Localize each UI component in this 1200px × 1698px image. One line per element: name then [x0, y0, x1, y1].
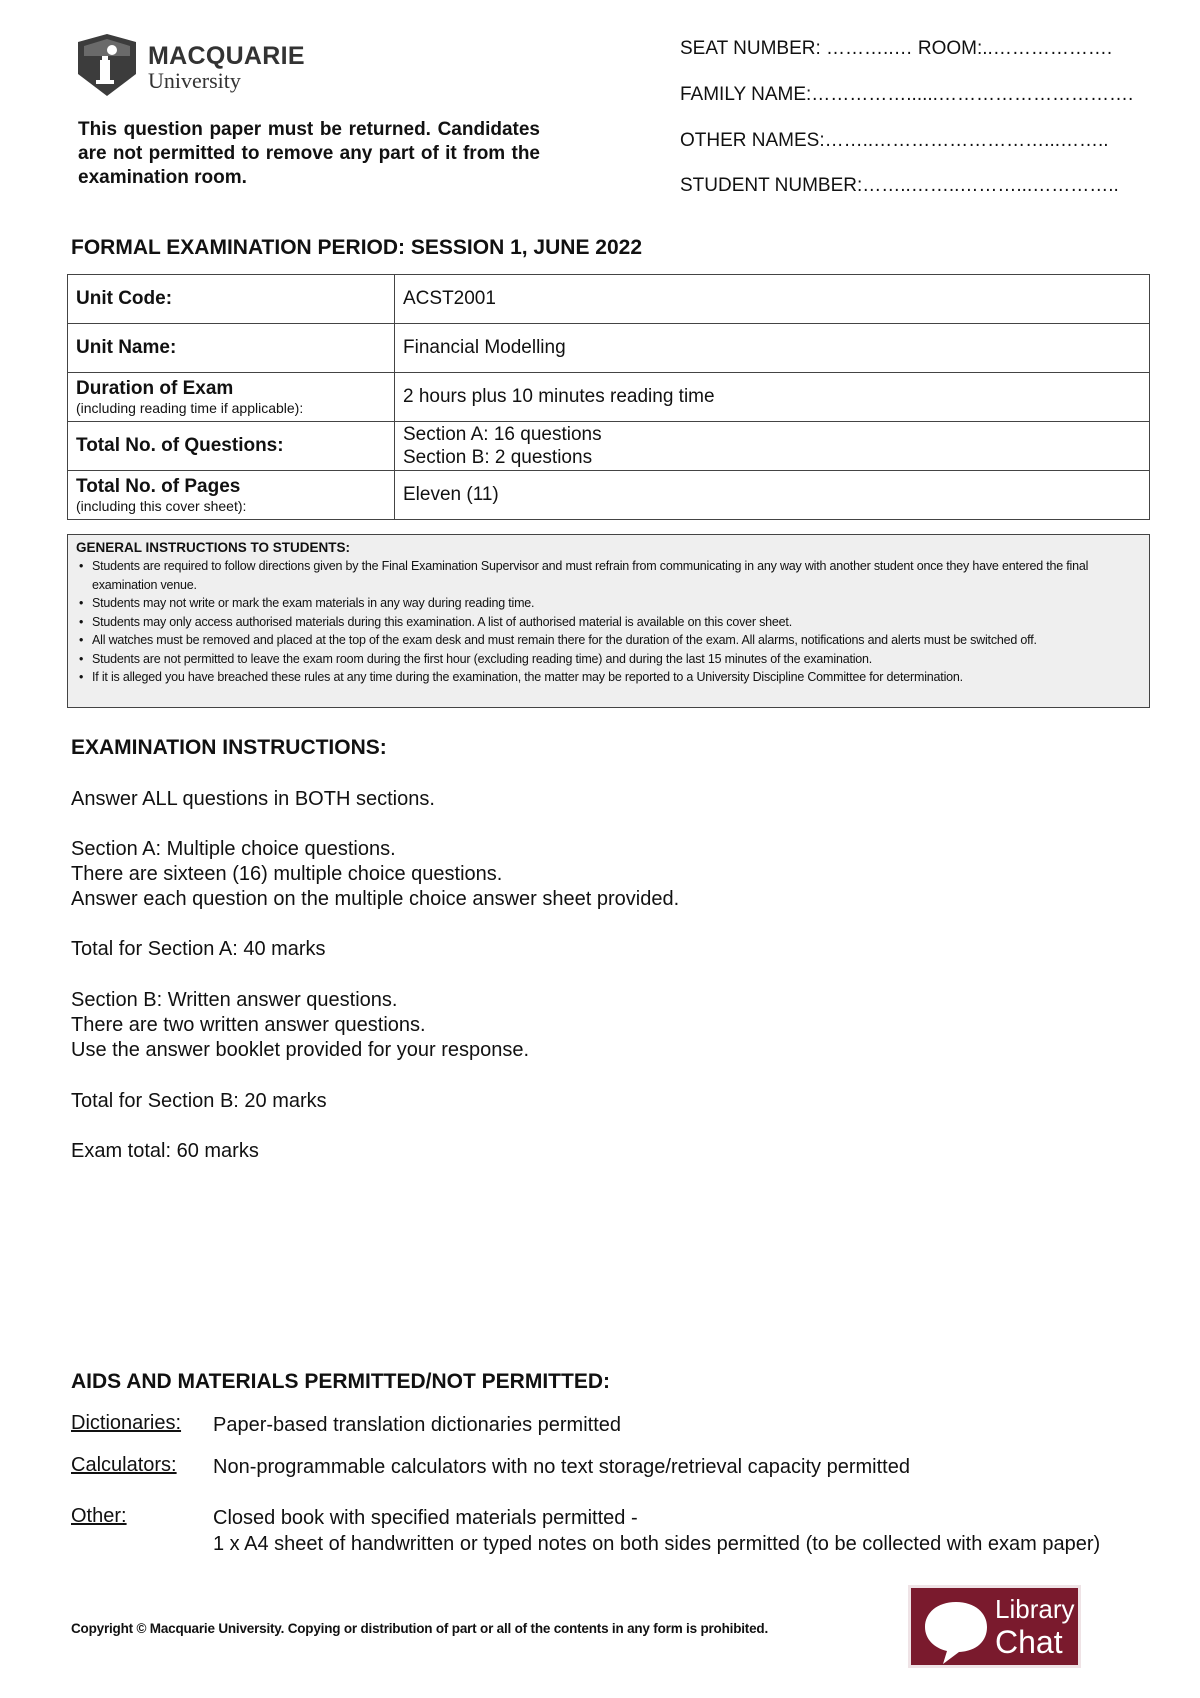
- duration-note: (including reading time if applicable):: [76, 400, 304, 416]
- table-row: [68, 373, 1150, 422]
- unit-code-value: ACST2001: [395, 275, 1150, 324]
- duration-value: 2 hours plus 10 minutes reading time: [395, 373, 1150, 422]
- calculators-value: Non-programmable calculators with no text storage/retrieval capacity permitted: [213, 1456, 910, 1478]
- logo-subtitle: University: [148, 68, 241, 93]
- calculators-label: Calculators:: [71, 1454, 177, 1476]
- other-value-line: Closed book with specified materials permitted -: [213, 1507, 638, 1529]
- crest-icon: [78, 34, 136, 96]
- aids-heading: AIDS AND MATERIALS PERMITTED/NOT PERMITTED:: [71, 1370, 610, 1393]
- library-chat-line2: Chat: [995, 1624, 1063, 1660]
- student-number-field[interactable]: STUDENT NUMBER:……..……..………...…………..: [680, 175, 1119, 196]
- table-row: [68, 324, 1150, 373]
- return-notice: This question paper must be returned. Candidates are not permitted to remove any part of it from the examination room.: [78, 119, 540, 188]
- questions-section-b: Section B: 2 questions: [403, 447, 593, 468]
- section-a-line: There are sixteen (16) multiple choice questions.: [71, 863, 503, 885]
- seat-room-field[interactable]: SEAT NUMBER: ………..… ROOM:..……………….: [680, 38, 1113, 59]
- answer-all-text: Answer ALL questions in BOTH sections.: [71, 788, 435, 810]
- table-row: [68, 471, 1150, 520]
- other-label: Other:: [71, 1505, 127, 1527]
- table-row: [68, 422, 1150, 471]
- macquarie-logo: [78, 34, 308, 98]
- pages-value: Eleven (11): [395, 471, 1150, 520]
- copyright-notice: Copyright © Macquarie University. Copying or distribution of part or all of the contents in any form is prohibited.: [71, 1621, 768, 1636]
- total-section-a: Total for Section A: 40 marks: [71, 938, 326, 960]
- general-instructions-heading: GENERAL INSTRUCTIONS TO STUDENTS:: [76, 540, 351, 555]
- library-chat-button[interactable]: [908, 1585, 1081, 1668]
- exam-details-table: [67, 274, 1150, 520]
- list-item: • All watches must be removed and placed at the top of the exam desk and must remain there for the duration of the exam. All alarms, notifications and alerts must be switched off.: [92, 631, 1141, 650]
- section-b-line: There are two written answer questions.: [71, 1014, 426, 1036]
- section-a-line: Section A: Multiple choice questions.: [71, 838, 396, 860]
- questions-value-cell: [395, 422, 1150, 471]
- questions-section-a: Section A: 16 questions: [403, 424, 602, 445]
- dictionaries-value: Paper-based translation dictionaries permitted: [213, 1414, 621, 1436]
- chat-bubble-icon: [921, 1596, 991, 1666]
- questions-label: Total No. of Questions:: [68, 422, 395, 471]
- pages-note: (including this cover sheet):: [76, 498, 247, 514]
- exam-period-heading: FORMAL EXAMINATION PERIOD: SESSION 1, JUNE 2022: [71, 236, 642, 259]
- table-row: [68, 275, 1150, 324]
- other-names-field[interactable]: OTHER NAMES:……..………………………...……..: [680, 130, 1109, 151]
- duration-label-cell: [68, 373, 395, 422]
- section-b-block: [71, 988, 529, 1063]
- unit-code-label: Unit Code:: [68, 275, 395, 324]
- pages-label: Total No. of Pages: [76, 476, 241, 497]
- other-value: [213, 1505, 1113, 1557]
- general-instructions-box: [67, 534, 1150, 708]
- dictionaries-label: Dictionaries:: [71, 1412, 182, 1434]
- section-b-line: Section B: Written answer questions.: [71, 989, 398, 1011]
- duration-label: Duration of Exam: [76, 378, 234, 399]
- list-item: • Students are required to follow directions given by the Final Examination Supervisor and must refrain from communicating in any way with another student once they have entered the final examination venue.: [92, 557, 1141, 594]
- unit-name-value: Financial Modelling: [395, 324, 1150, 373]
- library-chat-line1: Library: [995, 1594, 1075, 1624]
- section-b-line: Use the answer booklet provided for your response.: [71, 1039, 530, 1061]
- family-name-field[interactable]: FAMILY NAME:……………......………………………….: [680, 84, 1134, 105]
- list-item: • Students are not permitted to leave the exam room during the first hour (excluding reading time) and during the last 15 minutes of the examination.: [92, 650, 1141, 669]
- total-section-b: Total for Section B: 20 marks: [71, 1090, 327, 1112]
- general-instructions-list: [76, 557, 1141, 687]
- other-value-line: 1 x A4 sheet of handwritten or typed notes on both sides permitted (to be collected with exam paper): [213, 1533, 1101, 1555]
- pages-label-cell: [68, 471, 395, 520]
- list-item: • Students may not write or mark the exam materials in any way during reading time.: [92, 594, 1141, 613]
- exam-total: Exam total: 60 marks: [71, 1140, 259, 1162]
- section-a-line: Answer each question on the multiple choice answer sheet provided.: [71, 888, 680, 910]
- exam-instructions-heading: EXAMINATION INSTRUCTIONS:: [71, 736, 387, 759]
- section-a-block: [71, 837, 679, 912]
- list-item: • If it is alleged you have breached these rules at any time during the examination, the matter may be reported to a University Discipline Committee for determination.: [92, 668, 1141, 687]
- logo-name: MACQUARIE: [148, 42, 305, 70]
- list-item: • Students may only access authorised materials during this examination. A list of authorised material is available on this cover sheet.: [92, 613, 1141, 632]
- unit-name-label: Unit Name:: [68, 324, 395, 373]
